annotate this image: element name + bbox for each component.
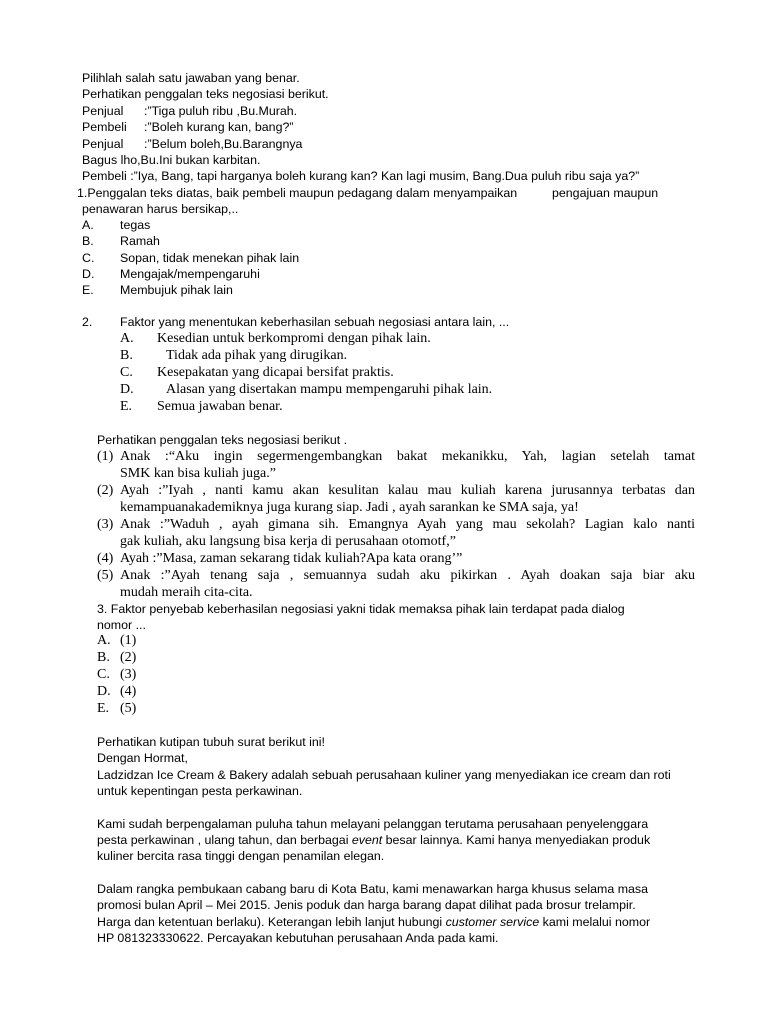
dialogue-num: (2) (97, 483, 114, 498)
option-letter: A. (82, 218, 94, 232)
dialogue-line: Anak :“Aku ingin segermengembangkan bakat mekanikku, Yah, lagian setelah tamat (120, 449, 695, 464)
option-text: Ramah (120, 234, 160, 248)
q2-option-a[interactable] (120, 331, 431, 347)
q3-stem: 3. Faktor penyebab keberhasilan negosiasi yakni tidak memaksa pihak lain terdapat pada dialog (97, 602, 625, 616)
option-text: Mengajak/mempengaruhi (120, 267, 260, 281)
q1-stem: 1.Penggalan teks diatas, baik pembeli maupun pedagang dalam menyampaikan (77, 186, 518, 200)
dialogue-line: Anak :”Waduh , ayah gimana sih. Emangnya Ayah yang mau sekolah? Lagian kalo nanti (120, 517, 695, 532)
q3-stem-line2: nomor ... (97, 618, 146, 632)
option-letter: E. (120, 399, 133, 414)
q2-option-b[interactable] (120, 348, 348, 364)
dialogue-num: (4) (97, 551, 114, 566)
q2-number: 2. (82, 315, 93, 329)
q1-stem-cont: pengajuan maupun (552, 186, 659, 200)
q2-option-d[interactable] (120, 382, 493, 398)
dialogue-line-cont: mudah meraih cita-cita. (120, 585, 253, 600)
option-text: (1) (120, 633, 137, 648)
dialogue-line-cont: SMK kan bisa kuliah juga.” (120, 466, 276, 481)
option-text: (3) (120, 667, 137, 682)
instruction: Pilihlah salah satu jawaban yang benar. (82, 71, 300, 85)
dialogue-num: (3) (97, 517, 114, 532)
q2-option-e[interactable] (120, 399, 283, 415)
option-letter: B. (97, 650, 110, 665)
dialogue-line: Ayah :”Masa, zaman sekarang tidak kuliah?Apa kata orang’” (120, 551, 463, 566)
dialogue-speaker: Penjual (82, 104, 124, 118)
option-letter: C. (120, 365, 133, 380)
dialogue-text: Bagus lho,Bu.Ini bukan karbitan. (82, 153, 261, 167)
letter-paragraph-2-end: kuliner bercita rasa tinggi dengan penamilan elegan. (97, 849, 385, 863)
dialogue-text: Pembeli :”Iya, Bang, tapi harganya boleh kurang kan? Kan lagi musim, Bang.Dua puluh ribu saja ya?” (82, 169, 640, 183)
letter-text: pesta perkawinan , ulang tahun, dan berbagai (97, 833, 352, 847)
q1-stem-line2: penawaran harus bersikap,.. (82, 202, 239, 216)
dialogue-line (82, 136, 303, 152)
option-text: Sopan, tidak menekan pihak lain (120, 251, 300, 265)
option-letter: D. (97, 684, 111, 699)
dialogue-num: (5) (97, 568, 114, 583)
option-text: (5) (120, 701, 137, 716)
dialogue-speaker: Pembeli (82, 120, 127, 134)
option-text: Semua jawaban benar. (157, 399, 283, 414)
option-text: Kesepakatan yang dicapai bersifat praktis. (157, 365, 394, 380)
option-text: Membujuk pihak lain (120, 283, 233, 297)
dialogue-line (82, 103, 298, 119)
option-letter: C. (97, 667, 110, 682)
dialogue-line: Ayah :”Iyah , nanti kamu akan kesulitan kalau mau kuliah karena jurusannya terbatas dan (120, 483, 695, 498)
option-letter: A. (97, 633, 111, 648)
letter-text: besar lainnya. Kami hanya menyediakan produk (382, 833, 651, 847)
option-letter: E. (82, 283, 94, 297)
dialogue-line (82, 119, 294, 135)
letter-paragraph-1-cont: untuk kepentingan pesta perkawinan. (97, 784, 303, 798)
letter-paragraph-3-cont: promosi bulan April – Mei 2015. Jenis poduk dan harga barang dapat dilihat pada brosur trelampir. (97, 898, 636, 912)
dialogue-text: :”Tiga puluh ribu ,Bu.Murah. (144, 104, 298, 118)
option-text: (2) (120, 650, 137, 665)
letter-text: Harga dan ketentuan berlaku). Keterangan lebih lanjut hubungi (97, 915, 446, 929)
q2-option-c[interactable] (120, 365, 394, 381)
q1-option-e[interactable] (82, 282, 233, 298)
letter-greeting: Dengan Hormat, (97, 751, 188, 765)
letter-paragraph-2-cont (97, 832, 650, 848)
option-text: Kesedian untuk berkompromi dengan pihak lain. (157, 331, 431, 346)
option-text: Alasan yang disertakan mampu mempengaruhi pihak lain. (166, 382, 493, 397)
letter-paragraph-3-line3 (97, 914, 650, 930)
option-text: Tidak ada pihak yang dirugikan. (166, 348, 348, 363)
letter-paragraph-3: Dalam rangka pembukaan cabang baru di Kota Batu, kami menawarkan harga khusus selama masa (97, 882, 649, 896)
q3-option-e[interactable] (97, 701, 137, 717)
observe-heading-2: Perhatikan penggalan teks negosiasi berikut . (97, 433, 348, 447)
letter-paragraph-1: Ladzidzan Ice Cream & Bakery adalah sebuah perusahaan kuliner yang menyediakan ice cream dan roti (97, 768, 671, 782)
q1-option-c[interactable] (82, 250, 300, 266)
option-letter: B. (120, 348, 133, 363)
option-letter: D. (120, 382, 134, 397)
q1-option-b[interactable] (82, 233, 160, 249)
q3-option-c[interactable] (97, 667, 137, 683)
q1-option-d[interactable] (82, 266, 260, 282)
observe-heading-1: Perhatikan penggalan teks negosiasi berikut. (82, 87, 329, 101)
letter-italic-customer-service: customer service (445, 915, 540, 929)
q3-option-b[interactable] (97, 650, 137, 666)
letter-text: kami melalui nomor (539, 915, 651, 929)
letter-italic-event: event (351, 833, 383, 847)
dialogue-line-cont: kemampuanakademiknya juga kurang siap. Jadi , ayah sarankan ke SMA saja, ya! (120, 500, 579, 515)
letter-paragraph-3-end: HP 081323330622. Percayakan kebutuhan perusahaan Anda pada kami. (97, 931, 499, 945)
dialogue-speaker: Penjual (82, 137, 124, 151)
letter-paragraph-2: Kami sudah berpengalaman puluha tahun melayani pelanggan terutama perusahaan penyelenggara (97, 817, 649, 831)
option-letter: C. (82, 251, 95, 265)
q1-option-a[interactable] (82, 217, 151, 233)
q2-stem: Faktor yang menentukan keberhasilan sebuah negosiasi antara lain, ... (120, 315, 510, 329)
dialogue-text: :”Boleh kurang kan, bang?” (144, 120, 294, 134)
option-text: (4) (120, 684, 137, 699)
dialogue-line: Anak :”Ayah tenang saja , semuannya sudah aku pikirkan . Ayah doakan saja biar aku (120, 568, 695, 583)
option-letter: D. (82, 267, 95, 281)
q3-option-d[interactable] (97, 684, 137, 700)
observe-heading-3: Perhatikan kutipan tubuh surat berikut ini! (97, 735, 325, 749)
option-letter: A. (120, 331, 134, 346)
option-letter: B. (82, 234, 94, 248)
q3-option-a[interactable] (97, 633, 137, 649)
dialogue-num: (1) (97, 449, 114, 464)
option-letter: E. (97, 701, 110, 716)
dialogue-line-cont: gak kuliah, aku langsung bisa kerja di perusahaan otomotf,” (120, 534, 456, 549)
option-text: tegas (120, 218, 151, 232)
dialogue-text: :”Belum boleh,Bu.Barangnya (144, 137, 303, 151)
